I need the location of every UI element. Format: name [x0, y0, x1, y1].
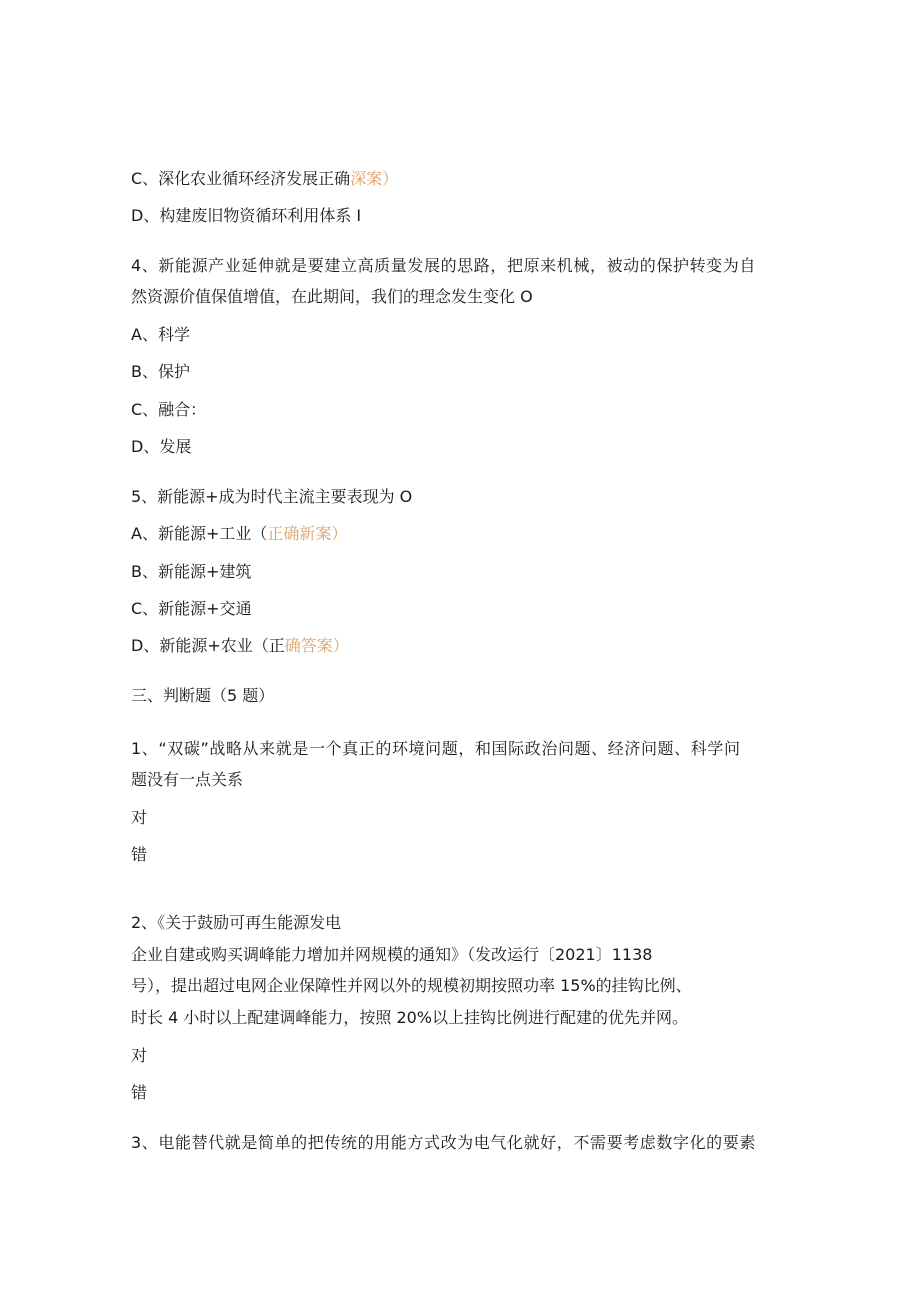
- q5-option-d: [131, 636, 349, 656]
- j2-stem-line-4: 时长 4 小时以上配建调峰能力，按照 20%以上挂钩比例进行配建的优先并网。: [131, 1008, 689, 1027]
- q5-option-a-answer-mark: 正确新案）: [267, 524, 348, 543]
- q5-stem: 5、新能源+成为时代主流主要表现为 O: [131, 487, 413, 506]
- j2-stem-line-3: 号），提出超过电网企业保障性并网以外的规模初期按照功率 15%的挂钩比例、: [131, 976, 692, 995]
- j1-stem-line-2: 题没有一点关系: [131, 770, 244, 789]
- section-3-title: 三、判断题（5 题）: [131, 686, 275, 705]
- j3-stem-line-1: 3、电能替代就是简单的把传统的用能方式改为电气化就好，不需要考虑数字化的要素: [131, 1133, 756, 1152]
- j1-option-false: 错: [131, 845, 148, 864]
- q5-option-b: B、新能源+建筑: [131, 562, 252, 581]
- q4-option-d: D、发展: [131, 437, 192, 456]
- q3-option-c-answer-mark: 深案）: [350, 169, 399, 188]
- q4-stem-line-2: 然资源价值保值增值，在此期间，我们的理念发生变化 O: [131, 287, 533, 306]
- q3-option-c-text: C、深化农业循环经济发展正确: [131, 169, 351, 188]
- q5-option-d-answer-mark: 确答案）: [284, 636, 349, 655]
- j2-stem-line-2: 企业自建或购买调峰能力增加并网规模的通知》（发改运行〔2021〕1138: [131, 945, 653, 964]
- j2-option-true: 对: [131, 1046, 148, 1065]
- j2-stem-line-1: 2、《关于鼓励可再生能源发电: [131, 913, 342, 932]
- q5-option-c: C、新能源+交通: [131, 599, 252, 618]
- q4-stem-line-1: 4、新能源产业延伸就是要建立高质量发展的思路，把原来机械，被动的保护转变为自: [131, 256, 756, 275]
- q3-option-c: [131, 169, 398, 189]
- q4-option-b: B、保护: [131, 362, 190, 381]
- j2-option-false: 错: [131, 1083, 148, 1102]
- q4-option-a: A、科学: [131, 325, 190, 344]
- q5-option-a: [131, 524, 347, 544]
- q4-option-c: C、融合：: [131, 400, 207, 419]
- j1-stem-line-1: 1、“双碳”战略从来就是一个真正的环境问题，和国际政治问题、经济问题、科学问: [131, 739, 741, 758]
- j1-option-true: 对: [131, 808, 148, 827]
- q5-option-a-text: A、新能源+工业（: [131, 524, 268, 543]
- q3-option-d: D、构建废旧物资循环利用体系 I: [131, 206, 362, 225]
- q5-option-d-text: D、新能源+农业（正: [131, 636, 285, 655]
